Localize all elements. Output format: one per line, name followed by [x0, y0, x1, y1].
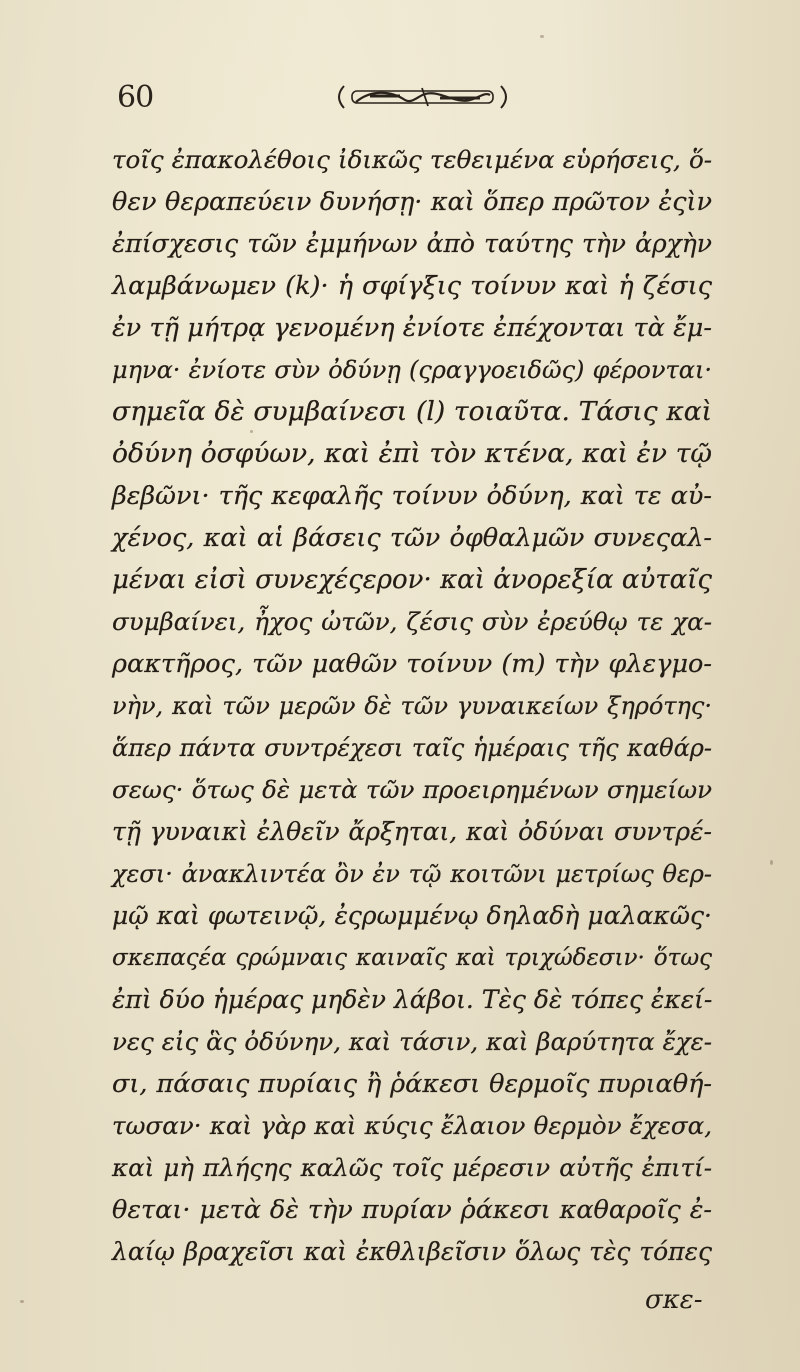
text-line: μηνα· ἐνίοτε σὺν ὀδύνῃ (ςραγγοειδῶς) φέρονται· [112, 356, 712, 384]
text-line: λαμβάνωμεν (k)· ἡ σφίγξις τοίνυν καὶ ἡ ζέσις [112, 271, 712, 301]
text-line: μέναι εἰσὶ συνεχέςερον· καὶ ἀνορεξία αὐταῖς [112, 565, 712, 595]
catchword: σκε- [645, 1285, 703, 1315]
text-line: ὀδύνη ὀσφύων, καὶ ἐπὶ τὸν κτένα, καὶ ἐν τῷ [112, 438, 712, 469]
text-line: ἅπερ πάντα συντρέχεσι ταῖς ἡμέραις τῆς καθάρ- [112, 734, 712, 762]
text-line: ἐπίσχεσις τῶν ἐμμήνων ἀπὸ ταύτης τὴν ἀρχὴν [112, 229, 712, 258]
header-ornament-icon [330, 82, 515, 112]
text-line: βεβῶνι· τῆς κεφαλῆς τοίνυν ὀδύνη, καὶ τε αὐ- [112, 481, 712, 511]
text-line: τωσαν· καὶ γὰρ καὶ κύςις ἔλαιον θερμὸν ἔχεσα, [112, 1111, 712, 1140]
text-line: σημεῖα δὲ συμβαίνεσι (l) τοιαῦτα. Τάσις καὶ [112, 396, 712, 427]
text-line: χεσι· ἀνακλιντέα ὂν ἐν τῷ κοιτῶνι μετρίως θερ- [112, 860, 712, 888]
text-line: μῷ καὶ φωτεινῷ, ἐςρωμμένῳ δηλαδὴ μαλακῶς· [112, 901, 712, 930]
paper-speck [20, 1300, 24, 1303]
text-line: νὴν, καὶ τῶν μερῶν δὲ τῶν γυναικείων ξηρότης· [112, 692, 712, 720]
text-line: σι, πάσαις πυρίαις ἢ ῥάκεσι θερμοῖς πυριαθή- [112, 1069, 712, 1099]
page-number: 60 [117, 80, 154, 115]
paper-speck [540, 35, 544, 38]
text-line: καὶ μὴ πλήςης καλῶς τοῖς μέρεσιν αὐτῆς ἐπιτί- [112, 1153, 712, 1182]
text-line: τοῖς ἐπακολέθοις ἰδικῶς τεθειμένα εὑρήσεις, ὅ- [112, 145, 712, 174]
text-line: θεται· μετὰ δὲ τὴν πυρίαν ῥάκεσι καθαροῖς ἐ- [112, 1195, 712, 1225]
text-line: νες εἰς ἃς ὀδύνην, καὶ τάσιν, καὶ βαρύτητα ἔχε- [112, 1027, 712, 1056]
text-line: χένος, καὶ αἱ βάσεις τῶν ὀφθαλμῶν συνεςαλ- [112, 523, 712, 553]
text-line: ρακτῆρος, τῶν μαθῶν τοίνυν (m) τὴν φλεγμο- [112, 649, 712, 679]
text-line: τῇ γυναικὶ ἐλθεῖν ἄρξηται, καὶ ὀδύναι συντρέ- [112, 817, 712, 846]
text-line: ἐν τῇ μήτρᾳ γενομένη ἐνίοτε ἐπέχονται τὰ ἔμ- [112, 313, 712, 343]
text-line: λαίῳ βραχεῖσι καὶ ἐκθλιβεῖσιν ὅλως τὲς τόπες [112, 1237, 712, 1266]
text-line: ἐπὶ δύο ἡμέρας μηδὲν λάβοι. Τὲς δὲ τόπες ἐκεί- [112, 985, 713, 1014]
text-line: θεν θεραπεύειν δυνήσῃ· καὶ ὅπερ πρῶτον ἐςὶν [112, 187, 712, 217]
text-line: σεως· ὅτως δὲ μετὰ τῶν προειρημένων σημείων [112, 775, 712, 804]
paper-speck [770, 860, 773, 865]
text-line: σκεπαςέα ςρώμναις καιναῖς καὶ τριχώδεσιν· ὅτως [112, 945, 712, 971]
text-line: συμβαίνει, ἦχος ὠτῶν, ζέσις σὺν ἐρεύθῳ τε χα- [112, 607, 712, 636]
